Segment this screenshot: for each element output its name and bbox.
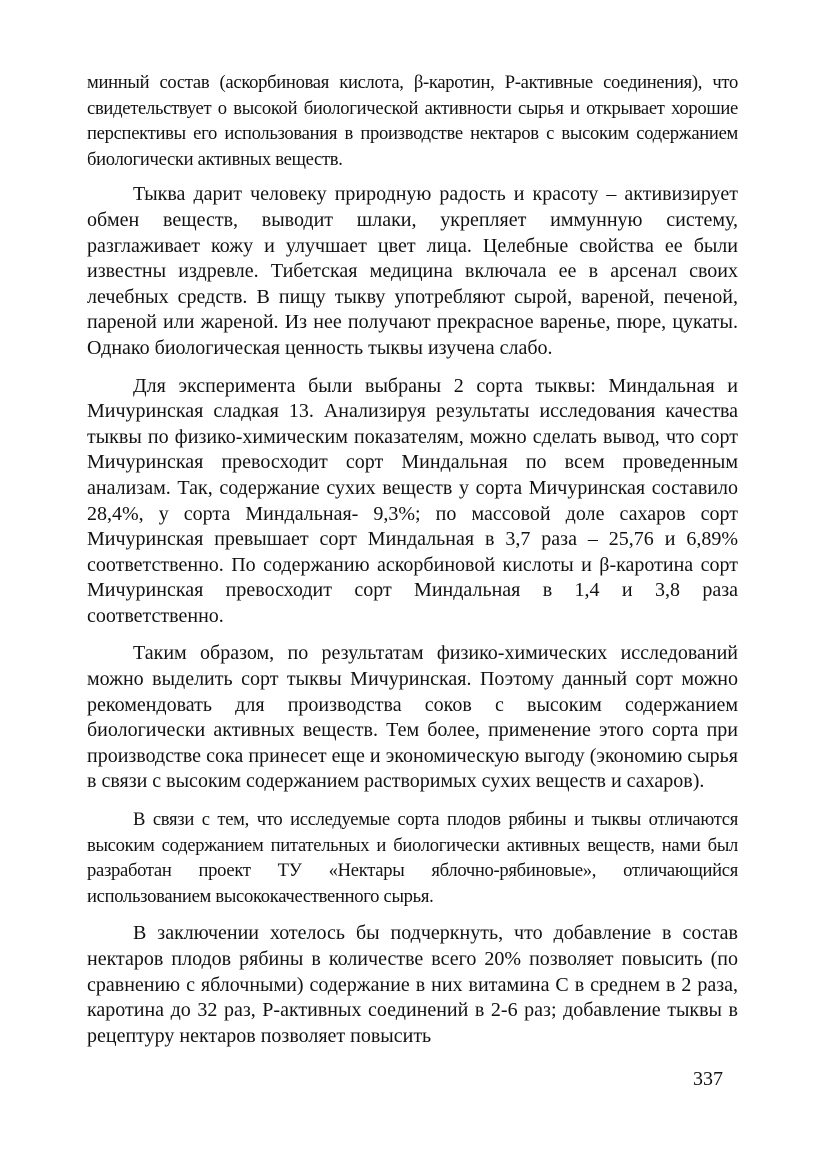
page-body <box>87 70 738 1049</box>
paragraph-final-conclusion: В заключении хотелось бы подчеркнуть, что добавление в состав нектаров плодов рябины в количестве всего 20% позволяет повысить (по сравнению с яблочными) содержание в них витамина С в среднем в 2 раза, каротина до 32 раз, Р-активных соединений в 2-6 раз; добавление тыквы в рецептуру нектаров позволяет повысить <box>87 922 738 1047</box>
paragraph-pumpkin-benefits: Тыква дарит человеку природную радость и красоту – активизирует обмен веществ, выводит шлаки, укрепляет иммунную систему, разглаживает кожу и улучшает цвет лица. Целебные свойства ее были известны издревле. Тибетская медицина включала ее в арсенал своих лечебных средств. В пищу тыкву употребляют сырой, вареной, печеной, пареной или жареной. Из нее получают прекрасное варенье, пюре, цукаты. Однако биологическая ценность тыквы изучена слабо. <box>87 183 738 359</box>
paragraph-continuation: минный состав (аскорбиновая кислота, β-каротин, Р-активные соединения), что свидетельствует о высокой биологической активности сырья и открывает хорошие перспективы его использования в производстве нектаров с высоким содержанием биологически активных веществ. <box>87 72 738 170</box>
paragraph-conclusion-variety: Таким образом, по результатам физико-химических исследований можно выделить сорт тыквы Мичуринская. Поэтому данный сорт можно рекомендовать для производства соков с высоким содержанием биологически активных веществ. Тем более, применение этого сорта при производстве сока принесет еще и экономическую выгоду (экономию сырья в связи с высоким содержанием растворимых сухих веществ и сахаров). <box>87 642 738 793</box>
page-number: 337 <box>693 1068 723 1090</box>
paragraph-nectar-project: В связи с тем, что исследуемые сорта плодов рябины и тыквы отличаются высоким содержанием питательных и биологически активных веществ, нами был разработан проект ТУ «Нектары яблочно-рябиновые», отличающийся использованием высококачественного сырья. <box>87 809 738 907</box>
paragraph-experiment: Для эксперимента были выбраны 2 сорта тыквы: Миндальная и Мичуринская сладкая 13. Анализируя результаты исследования качества тыквы по физико-химическим показателям, можно сделать вывод, что сорт Мичуринская превосходит сорт Миндальная по всем проведенным анализам. Так, содержание сухих веществ у сорта Мичуринская составило 28,4%, у сорта Миндальная- 9,3%; по массовой доле сахаров сорт Мичуринская превышает сорт Миндальная в 3,7 раза – 25,76 и 6,89% соответственно. По содержанию аскорбиновой кислоты и β-каротина сорт Мичуринская превосходит сорт Миндальная в 1,4 и 3,8 раза соответственно. <box>87 374 738 627</box>
